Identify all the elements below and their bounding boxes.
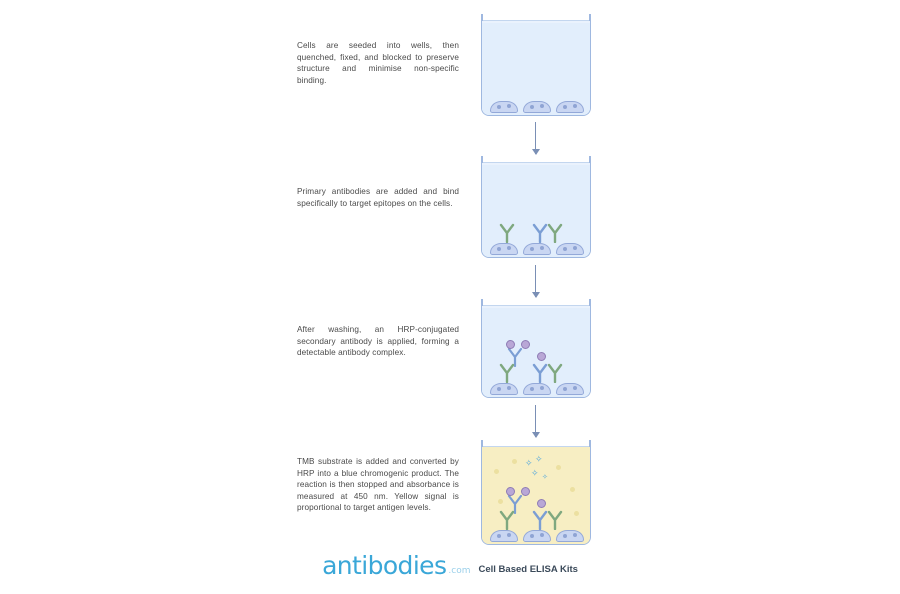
cell xyxy=(490,530,518,542)
logo-domain-suffix: .com xyxy=(448,566,471,576)
well-rim-left xyxy=(482,14,483,21)
cell xyxy=(523,101,551,113)
well-rim xyxy=(482,156,590,163)
well-rim-right xyxy=(589,156,590,163)
arrow-head xyxy=(532,149,540,155)
antibodies-logo xyxy=(322,553,470,578)
tmb-substrate-dot xyxy=(570,487,575,492)
well-plate xyxy=(481,156,591,258)
footer xyxy=(0,553,900,578)
hrp-conjugate-icon xyxy=(521,487,530,496)
hrp-conjugate-icon xyxy=(506,340,515,349)
well-plate xyxy=(481,299,591,398)
arrow-head xyxy=(532,292,540,298)
chromogen-sparkle-icon: ✧ xyxy=(525,458,533,468)
well-rim-right xyxy=(589,299,590,306)
cell xyxy=(523,530,551,542)
footer-caption: Cell Based ELISA Kits xyxy=(478,564,578,575)
cell xyxy=(490,101,518,113)
cell xyxy=(556,243,584,255)
arrow-head xyxy=(532,432,540,438)
well-rim-left xyxy=(482,440,483,447)
hrp-conjugate-icon xyxy=(537,352,546,361)
well-plate xyxy=(481,440,591,545)
tmb-substrate-dot xyxy=(512,459,517,464)
step-2-description: Primary antibodies are added and bind specifically to target epitopes on the cells. xyxy=(297,187,459,208)
well-rim-right xyxy=(589,440,590,447)
tmb-substrate-dot xyxy=(574,511,579,516)
flow-arrow-2 xyxy=(535,265,537,297)
step-1-well xyxy=(481,14,591,116)
well-rim-right xyxy=(589,14,590,21)
cell xyxy=(523,383,551,395)
flow-arrow-3 xyxy=(535,405,537,437)
well-plate xyxy=(481,14,591,116)
well-rim-left xyxy=(482,156,483,163)
cell xyxy=(556,383,584,395)
tmb-substrate-dot xyxy=(494,469,499,474)
step-4-description: TMB substrate is added and converted by HRP into a blue chromogenic product. The reaction is then stopped and absorbance is measured at 450 nm. Yellow signal is proportional to target antigen levels. xyxy=(297,457,459,513)
well-rim xyxy=(482,14,590,21)
hrp-conjugate-icon xyxy=(521,340,530,349)
step-1-description: Cells are seeded into wells, then quenched, fixed, and blocked to preserve structure and minimise non-specific binding. xyxy=(297,41,459,85)
tmb-substrate-dot xyxy=(498,499,503,504)
cell xyxy=(523,243,551,255)
well-rim xyxy=(482,440,590,447)
cell xyxy=(490,243,518,255)
hrp-conjugate-icon xyxy=(537,499,546,508)
well-rim xyxy=(482,299,590,306)
logo-wordmark: antibodies xyxy=(322,551,447,580)
cell-layer xyxy=(488,379,584,395)
chromogen-sparkle-icon: ✧ xyxy=(531,468,539,478)
well-rim-left xyxy=(482,299,483,306)
hrp-conjugate-icon xyxy=(506,487,515,496)
step-3-well xyxy=(481,299,591,398)
cell xyxy=(556,530,584,542)
step-2-well xyxy=(481,156,591,258)
tmb-substrate-dot xyxy=(556,465,561,470)
step-3-description: After washing, an HRP-conjugated secondary antibody is applied, forming a detectable antibody complex. xyxy=(297,325,459,358)
cell-layer xyxy=(488,239,584,255)
cell-layer xyxy=(488,97,584,113)
cell-layer xyxy=(488,526,584,542)
chromogen-sparkle-icon: ✧ xyxy=(535,454,543,464)
flow-arrow-1 xyxy=(535,122,537,154)
cell xyxy=(490,383,518,395)
step-4-well xyxy=(481,440,591,545)
cell xyxy=(556,101,584,113)
chromogen-sparkle-icon: ✧ xyxy=(542,474,548,481)
